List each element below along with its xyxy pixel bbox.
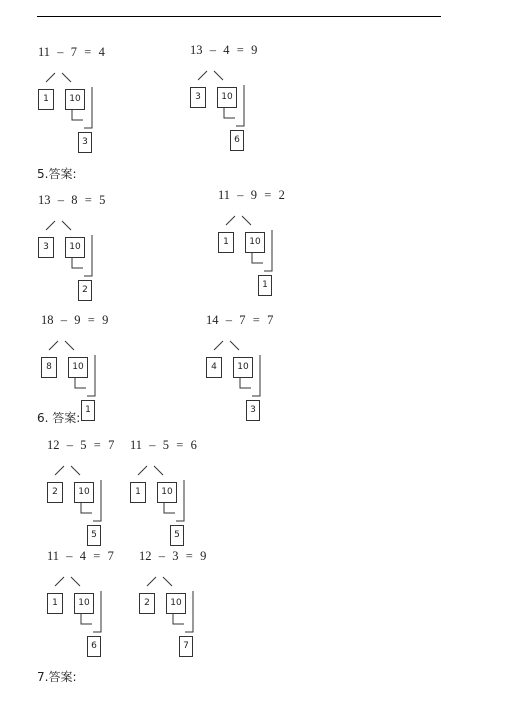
branch-left — [147, 577, 156, 586]
split-ten-box: 10 — [217, 87, 237, 108]
split-ten-box: 10 — [68, 357, 88, 378]
equation-token: 5 — [80, 438, 87, 452]
equation-token: 13 — [38, 193, 51, 207]
subtract-bracket-outer — [93, 591, 101, 632]
decomposition-lines — [130, 438, 280, 548]
branch-right — [230, 341, 239, 350]
equation-token: 4 — [223, 43, 230, 57]
difference-box: 6 — [230, 130, 244, 151]
branch-right — [154, 466, 163, 475]
equation-token: – — [60, 313, 67, 327]
decomposition-lines — [139, 549, 289, 659]
split-ones-box: 1 — [130, 482, 146, 503]
equation-token: 9 — [102, 313, 109, 327]
problem-3 — [38, 193, 188, 303]
equation-token: 12 — [47, 438, 60, 452]
problem-5 — [41, 313, 191, 423]
difference-box: 5 — [87, 525, 101, 546]
branch-right — [62, 221, 71, 230]
difference-box: 6 — [87, 636, 101, 657]
equation-token: 2 — [278, 188, 285, 202]
subtract-bracket-inner — [252, 252, 263, 263]
equation-token: 7 — [239, 313, 246, 327]
split-ten-box: 10 — [157, 482, 177, 503]
branch-left — [198, 71, 207, 80]
subtract-bracket-inner — [81, 613, 92, 624]
subtract-bracket-outer — [252, 355, 260, 396]
branch-right — [65, 341, 74, 350]
split-ten-box: 10 — [74, 482, 94, 503]
difference-box: 3 — [78, 132, 92, 153]
equation-token: – — [66, 438, 73, 452]
difference-box: 3 — [246, 400, 260, 421]
split-ones-box: 1 — [38, 89, 54, 110]
subtract-bracket-inner — [81, 502, 92, 513]
equation-token: 11 — [218, 188, 231, 202]
split-ten-box: 10 — [65, 89, 85, 110]
equation-token: = — [93, 438, 101, 452]
equation-token: = — [236, 43, 244, 57]
branch-left — [49, 341, 58, 350]
branch-right — [71, 577, 80, 586]
subtract-bracket-outer — [176, 480, 184, 521]
problem-8 — [130, 438, 280, 548]
split-ones-box: 3 — [190, 87, 206, 108]
branch-left — [46, 73, 55, 82]
problem-2 — [190, 43, 340, 153]
equation-token: = — [84, 193, 92, 207]
decomposition-lines — [38, 193, 188, 303]
equation-token: – — [237, 188, 244, 202]
subtract-bracket-inner — [75, 377, 86, 388]
equation-token: 4 — [98, 45, 105, 59]
subtract-bracket-outer — [264, 230, 272, 271]
branch-right — [62, 73, 71, 82]
equation-token: = — [264, 188, 272, 202]
equation-token: = — [84, 45, 92, 59]
equation-token: 12 — [139, 549, 152, 563]
problem-4 — [218, 188, 368, 298]
answer-heading-5: 5.答案: — [37, 167, 77, 181]
split-ten-box: 10 — [65, 237, 85, 258]
answer-heading-7: 7.答案: — [37, 670, 77, 684]
subtract-bracket-outer — [84, 235, 92, 276]
split-ones-box: 2 — [139, 593, 155, 614]
decomposition-lines — [38, 45, 188, 155]
equation-token: = — [252, 313, 260, 327]
difference-box: 5 — [170, 525, 184, 546]
equation-token: = — [185, 549, 193, 563]
subtract-bracket-inner — [240, 377, 251, 388]
branch-left — [55, 577, 64, 586]
branch-left — [46, 221, 55, 230]
subtract-bracket-outer — [93, 480, 101, 521]
subtract-bracket-outer — [236, 85, 244, 126]
equation-token: 9 — [251, 43, 258, 57]
split-ones-box: 4 — [206, 357, 222, 378]
subtract-bracket-inner — [72, 257, 83, 268]
equation-token: 7 — [70, 45, 78, 59]
decomposition-lines — [190, 43, 340, 153]
split-ones-box: 3 — [38, 237, 54, 258]
subtract-bracket-outer — [185, 591, 193, 632]
equation-token: 3 — [172, 549, 179, 563]
equation-token: – — [149, 438, 156, 452]
problem-6 — [206, 313, 356, 423]
equation-token: 5 — [162, 438, 170, 452]
equation-token: – — [158, 549, 165, 563]
branch-right — [214, 71, 223, 80]
difference-box: 1 — [81, 400, 95, 421]
equation-token: = — [87, 313, 95, 327]
split-ten-box: 10 — [166, 593, 186, 614]
branch-right — [71, 466, 80, 475]
branch-left — [214, 341, 223, 350]
equation-token: 6 — [190, 438, 197, 452]
equation-token: 5 — [99, 193, 106, 207]
equation-token: 7 — [108, 438, 115, 452]
equation-token: 9 — [250, 188, 258, 202]
subtract-bracket-inner — [173, 613, 184, 624]
equation-token: 9 — [200, 549, 207, 563]
problem-1 — [38, 45, 188, 155]
equation-token: = — [93, 549, 101, 563]
split-ones-box: 1 — [47, 593, 63, 614]
split-ones-box: 1 — [218, 232, 234, 253]
branch-left — [226, 216, 235, 225]
branch-right — [163, 577, 172, 586]
top-rule — [37, 16, 441, 17]
decomposition-lines — [218, 188, 368, 298]
split-ones-box: 8 — [41, 357, 57, 378]
equation-token: – — [66, 549, 73, 563]
difference-box: 7 — [179, 636, 193, 657]
equation-token: 4 — [79, 549, 87, 563]
subtract-bracket-inner — [164, 502, 175, 513]
equation-token: = — [176, 438, 184, 452]
subtract-bracket-outer — [87, 355, 95, 396]
equation-token: 13 — [190, 43, 203, 57]
equation-token: 9 — [74, 313, 81, 327]
branch-left — [55, 466, 64, 475]
equation-token: – — [209, 43, 216, 57]
problem-10 — [139, 549, 289, 659]
decomposition-lines — [41, 313, 191, 423]
equation-token: 8 — [71, 193, 78, 207]
equation-token: – — [225, 313, 232, 327]
equation-token: 7 — [107, 549, 114, 563]
split-ones-box: 2 — [47, 482, 63, 503]
subtract-bracket-outer — [84, 87, 92, 128]
split-ten-box: 10 — [245, 232, 265, 253]
difference-box: 2 — [78, 280, 92, 301]
split-ten-box: 10 — [74, 593, 94, 614]
equation-token: 11 — [47, 549, 60, 563]
difference-box: 1 — [258, 275, 272, 296]
answer-heading-6: 6. 答案: — [37, 411, 81, 425]
equation-token: – — [57, 45, 64, 59]
equation-token: 11 — [130, 438, 143, 452]
branch-left — [138, 466, 147, 475]
branch-right — [242, 216, 251, 225]
subtract-bracket-inner — [224, 107, 235, 118]
equation-token: – — [57, 193, 64, 207]
split-ten-box: 10 — [233, 357, 253, 378]
equation-token: 14 — [206, 313, 219, 327]
equation-token: 18 — [41, 313, 54, 327]
equation-token: 7 — [267, 313, 274, 327]
decomposition-lines — [206, 313, 356, 423]
subtract-bracket-inner — [72, 109, 83, 120]
equation-token: 11 — [38, 45, 51, 59]
